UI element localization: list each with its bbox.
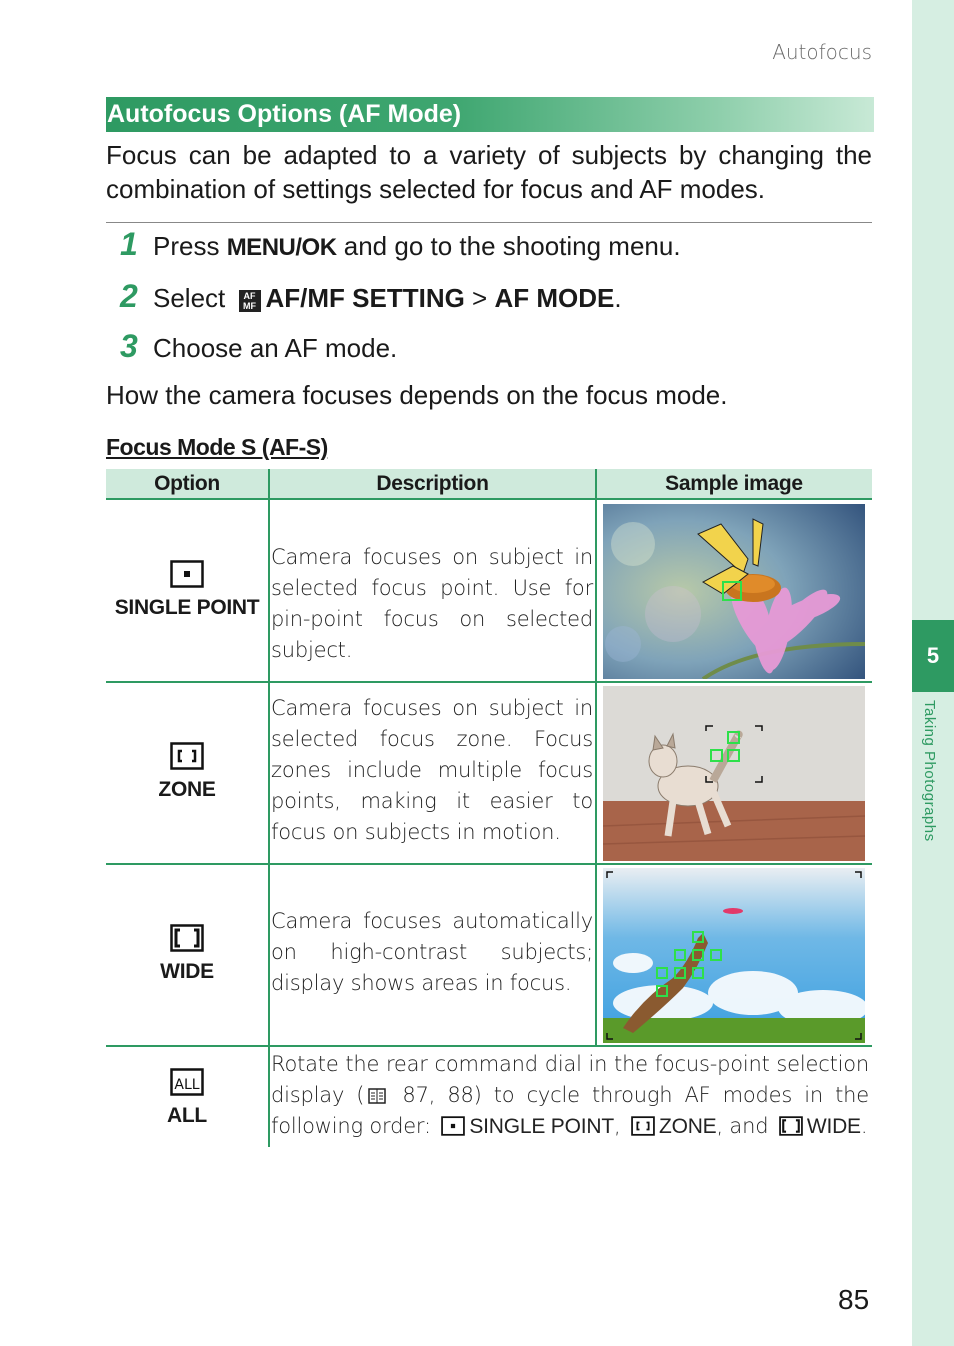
step-3: [120, 328, 397, 365]
column-header-option: Option: [154, 472, 220, 495]
menu-ok-key: MENU/OK: [226, 234, 337, 261]
step-number: 2: [120, 278, 138, 314]
sample-image-dog: [603, 868, 865, 1043]
option-single-point: [106, 560, 268, 620]
step-text: Choose an AF mode.: [153, 333, 398, 363]
all-icon: [170, 1068, 204, 1096]
row-divider: [106, 1045, 872, 1047]
wide-icon: [779, 1116, 803, 1136]
table-header-row: [106, 469, 872, 500]
af-mf-menu-icon: AF MF: [239, 290, 261, 312]
menu-item: AF MODE: [494, 283, 615, 313]
option-all: [106, 1068, 268, 1128]
dog-catching-frisbee-photo: [603, 868, 865, 1043]
description: Camera focuses on subject in selected focus zone. Focus zones include multiple focus points, making it easier to focus on subjects in motion.: [271, 696, 593, 844]
closing-paragraph: How the camera focuses depends on the focus mode.: [106, 380, 728, 410]
menu-name: AF/MF SETTING: [265, 283, 465, 313]
row-divider: [106, 863, 872, 865]
description: Camera focuses on subject in selected focus point. Use for pin-point focus on selected subject.: [271, 545, 593, 662]
section-title: Autofocus Options (AF Mode): [107, 100, 462, 128]
column-header-description: Description: [376, 472, 489, 495]
step-number: 3: [120, 328, 138, 364]
book-reference-icon: [368, 1087, 386, 1105]
table-heading: Focus Mode S (AF-S): [106, 434, 328, 460]
page-number: 85: [838, 1284, 870, 1315]
zone-icon: [631, 1116, 655, 1136]
single-point-icon: [441, 1116, 465, 1136]
single-point-icon: [170, 560, 204, 588]
step-2: [120, 278, 622, 315]
column-header-sample: Sample image: [665, 472, 803, 495]
wide-icon: [170, 924, 204, 952]
step-1: [120, 226, 681, 263]
running-header: Autofocus: [772, 40, 872, 64]
option-label: ALL: [167, 1104, 207, 1127]
sample-image-cat: [603, 686, 865, 861]
option-label: WIDE: [160, 960, 214, 983]
description: Camera focuses automatically on high-contrast subjects; display shows areas in focus.: [271, 909, 593, 995]
step-text: Press MENU/OK and go to the shooting menu.: [153, 231, 681, 261]
row-divider: [106, 681, 872, 683]
jumping-cat-photo: [603, 686, 865, 861]
step-text: Select AF MF AF/MF SETTING > AF MODE.: [153, 283, 622, 313]
option-wide: [106, 924, 268, 984]
sample-image-butterfly: [603, 504, 865, 679]
step-number: 1: [120, 226, 138, 262]
chapter-label: Taking Photographs: [921, 700, 938, 842]
chapter-tab[interactable]: 5: [912, 620, 954, 692]
option-label: SINGLE POINT: [114, 596, 260, 619]
description: Rotate the rear command dial in the focus-point selection display ( 87, 88) to cycle through AF modes in the following order: SINGLE POINT, ZONE, and WIDE.: [271, 1052, 869, 1138]
svg-text:ALL: ALL: [174, 1077, 200, 1093]
option-label: ZONE: [158, 778, 216, 801]
intro-paragraph: Focus can be adapted to a variety of subjects by changing the combination of settings selected for focus and AF modes.: [106, 140, 872, 204]
divider: [106, 222, 872, 223]
column-divider: [595, 469, 597, 1046]
butterfly-on-flower-photo: [603, 504, 865, 679]
option-zone: [106, 742, 268, 802]
zone-icon: [170, 742, 204, 770]
